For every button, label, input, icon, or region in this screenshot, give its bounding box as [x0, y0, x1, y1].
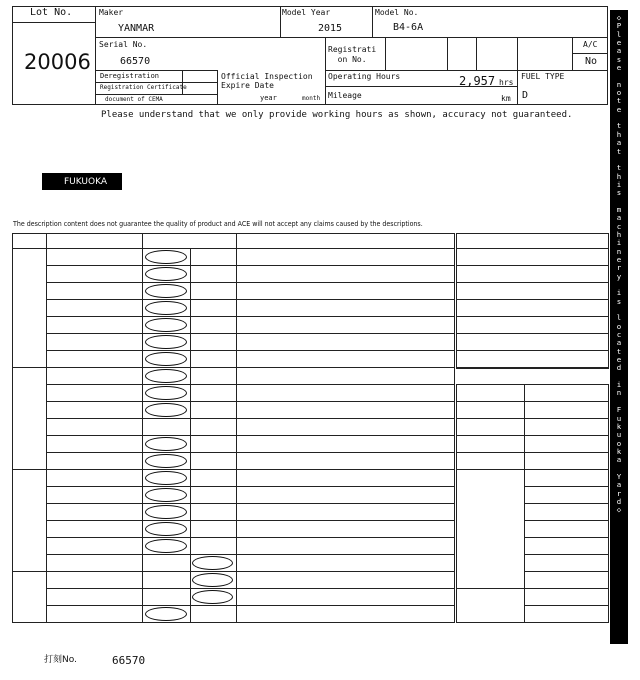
- table-row: [46, 316, 454, 333]
- sidebar-char: a: [616, 455, 622, 465]
- sidebar-char: i: [616, 238, 622, 248]
- table-row: [46, 282, 454, 299]
- sidebar-char: a: [616, 138, 622, 148]
- serial-label: Serial No.: [99, 40, 148, 49]
- sidebar-char: F: [616, 405, 622, 415]
- sidebar-char: h: [616, 229, 622, 239]
- operating-hours-label: Operating Hours: [328, 72, 401, 81]
- table-row: [46, 469, 454, 486]
- ok-circle-mark: [145, 454, 187, 468]
- sidebar-char: k: [616, 421, 622, 431]
- table-row: [46, 537, 454, 554]
- sidebar-char: i: [616, 179, 622, 189]
- right-remarks-border: [456, 233, 609, 369]
- location-badge: FUKUOKA: [42, 173, 122, 190]
- sidebar-char: c: [616, 330, 622, 340]
- sidebar-char: d: [616, 496, 622, 506]
- sidebar-char: s: [616, 188, 622, 198]
- lot-number: 20006: [24, 50, 91, 74]
- maker-value: YANMAR: [118, 23, 155, 34]
- sidebar-char: s: [616, 54, 622, 64]
- stamp-label: 打刻No.: [44, 655, 77, 665]
- fuel-type-label: FUEL TYPE: [521, 72, 565, 81]
- sidebar-char: Y: [616, 471, 622, 481]
- table-row: [46, 588, 454, 605]
- disclaimer: The description content does not guarantee the quality of product and ACE will not accept any claims caused by the descriptions.: [13, 220, 423, 228]
- sidebar-char: e: [616, 254, 622, 264]
- ok-circle-mark: [145, 335, 187, 349]
- model-no-value: B4-6A: [393, 22, 424, 33]
- sidebar-char: e: [616, 38, 622, 48]
- model-no-label: Model No.: [375, 8, 419, 17]
- ok-circle-mark: [145, 301, 187, 315]
- sidebar-char: k: [616, 446, 622, 456]
- ok-circle-mark: [145, 386, 187, 400]
- sidebar-char: c: [616, 221, 622, 231]
- mileage-label: Mileage: [328, 91, 362, 100]
- sidebar-char: d: [616, 363, 622, 373]
- registration-label: Registrati on No.: [328, 45, 377, 64]
- poor-circle-mark: [192, 590, 233, 604]
- fuel-type-value: D: [522, 90, 529, 101]
- table-row: [46, 333, 454, 350]
- poor-circle-mark: [192, 573, 233, 587]
- ok-circle-mark: [145, 607, 187, 621]
- sidebar-char: y: [616, 271, 622, 281]
- sidebar-char: u: [616, 413, 622, 423]
- reg-certificate-label: Registration Certificate: [100, 84, 187, 91]
- table-row: [46, 571, 454, 588]
- ac-value: No: [585, 56, 598, 67]
- sidebar-char: e: [616, 63, 622, 73]
- sidebar-char: e: [616, 355, 622, 365]
- year-label: year: [260, 94, 277, 102]
- sidebar-char: i: [616, 380, 622, 390]
- sidebar-char: i: [616, 288, 622, 298]
- deregistration-label: Deregistration: [100, 72, 160, 80]
- table-row: [46, 520, 454, 537]
- ok-circle-mark: [145, 437, 187, 451]
- sidebar-char: t: [616, 346, 622, 356]
- sidebar-char: o: [616, 88, 622, 98]
- ok-circle-mark: [145, 267, 187, 281]
- sidebar-char: a: [616, 338, 622, 348]
- ok-circle-mark: [145, 505, 187, 519]
- sidebar-char: s: [616, 296, 622, 306]
- table-row: [46, 350, 454, 367]
- sidebar-char: h: [616, 171, 622, 181]
- table-row: [46, 265, 454, 282]
- model-year-value: 2015: [318, 23, 343, 34]
- ok-circle-mark: [145, 539, 187, 553]
- table-row: [46, 367, 454, 384]
- km-unit: km: [501, 94, 511, 103]
- sidebar-char: t: [616, 121, 622, 131]
- ac-label: A/C: [583, 40, 598, 49]
- sidebar-char: a: [616, 213, 622, 223]
- table-row: [46, 503, 454, 520]
- sidebar-char: t: [616, 146, 622, 156]
- sidebar-char: ◇: [616, 13, 622, 22]
- table-row: [46, 435, 454, 452]
- sidebar-char: e: [616, 104, 622, 114]
- sidebar-char: o: [616, 438, 622, 448]
- ok-circle-mark: [145, 284, 187, 298]
- hrs-unit: hrs: [499, 78, 514, 87]
- maker-label: Maker: [99, 8, 124, 17]
- sidebar-char: t: [616, 96, 622, 106]
- sidebar-char: n: [616, 388, 622, 398]
- model-year-label: Model Year: [282, 8, 331, 17]
- sidebar-char: u: [616, 430, 622, 440]
- ok-circle-mark: [145, 250, 187, 264]
- ok-circle-mark: [145, 403, 187, 417]
- ok-circle-mark: [145, 318, 187, 332]
- table-row: [46, 384, 454, 401]
- hours-notice: Please understand that we only provide working hours as shown, accuracy not guaranteed.: [101, 110, 573, 120]
- stamp-number: 66570: [112, 654, 146, 667]
- ok-circle-mark: [145, 488, 187, 502]
- sidebar-char: n: [616, 79, 622, 89]
- table-row: [46, 299, 454, 316]
- sidebar-char: t: [616, 163, 622, 173]
- location-sidebar: [610, 10, 628, 644]
- sidebar-char: a: [616, 480, 622, 490]
- sidebar-char: r: [616, 488, 622, 498]
- sidebar-char: P: [616, 21, 622, 31]
- ok-circle-mark: [145, 471, 187, 485]
- sidebar-char: a: [616, 46, 622, 56]
- inspection-label: Official Inspection Expire Date: [221, 72, 313, 90]
- ok-circle-mark: [145, 522, 187, 536]
- sidebar-char: h: [616, 129, 622, 139]
- sidebar-char: ◇: [616, 505, 622, 515]
- cema-label: document of CEMA: [105, 96, 163, 103]
- sidebar-char: m: [616, 204, 622, 214]
- sidebar-char: n: [616, 246, 622, 256]
- table-row: [46, 486, 454, 503]
- table-row: [46, 418, 454, 435]
- serial-value: 66570: [120, 56, 151, 67]
- ok-circle-mark: [145, 369, 187, 383]
- table-row: [46, 554, 454, 571]
- sidebar-char: l: [616, 313, 622, 323]
- table-row: [46, 452, 454, 469]
- month-label: month: [302, 95, 321, 102]
- ok-circle-mark: [145, 352, 187, 366]
- sidebar-char: o: [616, 321, 622, 331]
- table-row: [46, 605, 454, 622]
- poor-circle-mark: [192, 556, 233, 570]
- sidebar-char: l: [616, 29, 622, 39]
- operating-hours-value: 2,957: [459, 74, 496, 88]
- table-row: [46, 401, 454, 418]
- lot-label: Lot No.: [30, 7, 73, 18]
- sidebar-char: r: [616, 263, 622, 273]
- table-row: [46, 248, 454, 265]
